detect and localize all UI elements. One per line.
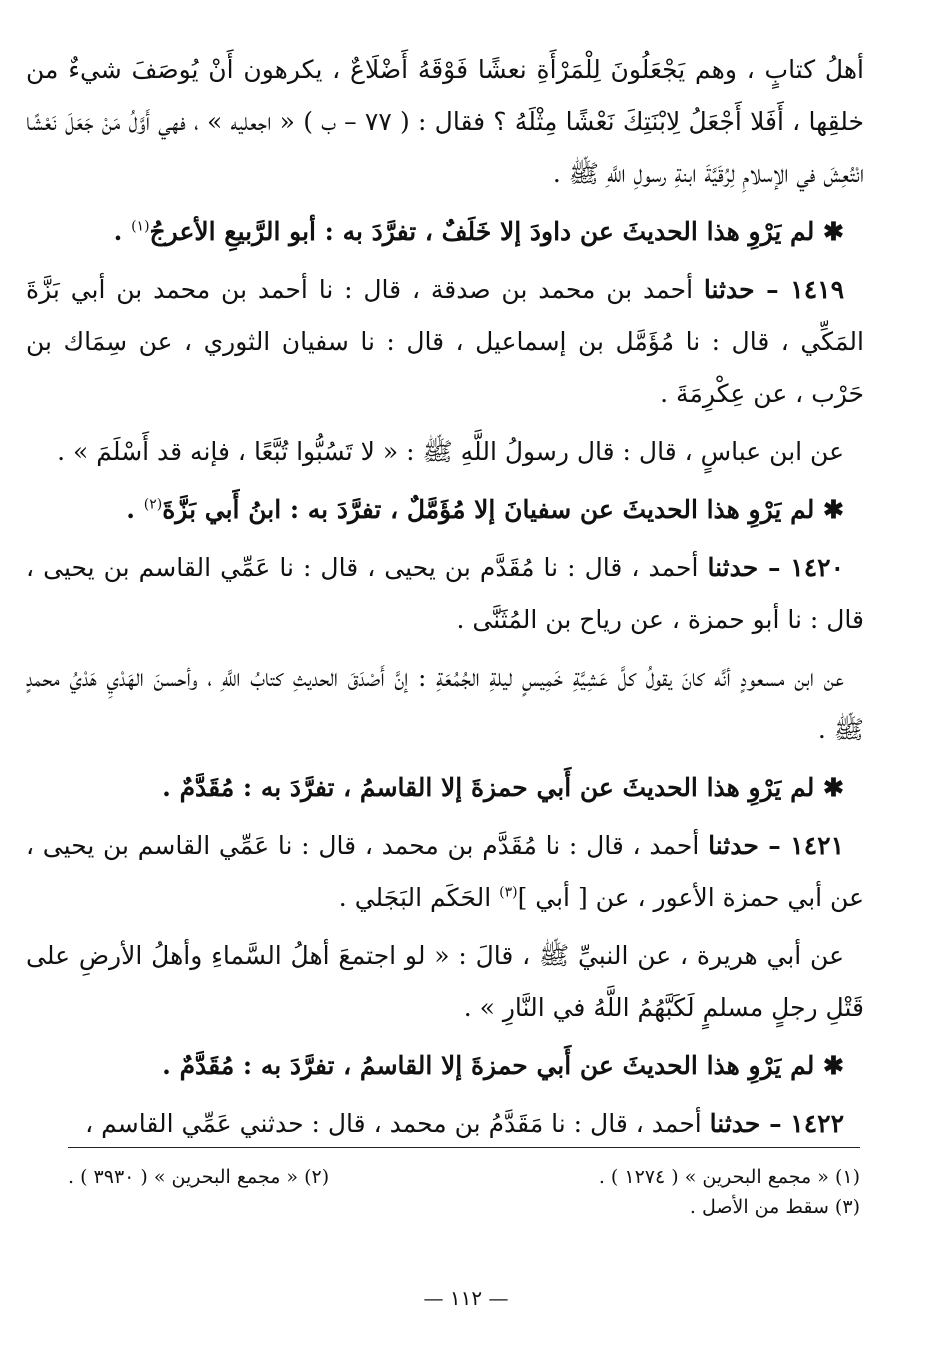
hadith-1420-isnad [26, 542, 864, 646]
hadith-1421-isnad-text-b: الحَكَم البَجَلي . [338, 883, 492, 912]
hadith-1421-isnad-text-a: أحمد ، قال : نا مُقَدَّم بن محمد ، قال : نا عَمِّي القاسم بن يحيى ، عن أبي حمزة الأعور ، عن [ أبي ] [26, 831, 864, 912]
hadith-1422-isnad-text: أحمد ، قال : نا مَقَدَّمُ بن محمد ، قال : حدثني عَمِّي القاسم ، [85, 1109, 702, 1138]
star-icon: ✱ [823, 1051, 844, 1080]
footnote-row-2 [68, 1192, 860, 1222]
note-1418-text: لم يَرْوِ هذا الحديثَ عن داودَ إلا خَلَفٌ ، تفرَّدَ به : أبو الرَّبيعِ الأعرجُ [149, 217, 815, 246]
paragraph-intro [26, 44, 864, 200]
hadith-1421-number: ١٤٢١ – حدثنا [708, 831, 845, 860]
hadith-1419-isnad [26, 264, 864, 420]
note-1419 [26, 484, 864, 536]
hadith-1420-matn-text: عن ابن مسعودٍ أنَّه كانَ يقولُ كلَّ عَشِيَّةِ خَمِيسٍ ليلةِ الجُمُعَةِ : إنَّ أَصْدَقَ الحديثِ كتابُ اللَّهِ ، وأحسنَ الهَدْيِ هَدْيُ محمدٍ ﷺ . [26, 663, 864, 744]
hadith-1422-number: ١٤٢٢ – حدثنا [709, 1109, 844, 1138]
footnotes [68, 1162, 860, 1222]
hadith-1419-isnad-text: أحمد بن محمد بن صدقة ، قال : نا أحمد بن محمد بن أبي بَزَّةَ المَكِّي ، قال : نا مُؤَمَّل بن إسماعيل ، قال : نا سفيان الثوري ، عن سِمَاك بن حَرْب ، عن عِكْرِمَةَ . [26, 275, 865, 408]
hadith-1421-matn-text: عن أبي هريرة ، عن النبيِّ ﷺ ، قالَ : « لو اجتمعَ أهلُ السَّماءِ وأهلُ الأرضِ على قَتْلِ رجلٍ مسلمٍ لَكَبَّهُمُ اللَّهُ في النَّارِ » . [26, 941, 864, 1022]
hadith-1420-matn [26, 652, 864, 756]
star-icon: ✱ [823, 217, 844, 246]
footnote-divider [68, 1147, 860, 1148]
note-1419-text: لم يَرْوِ هذا الحديثَ عن سفيانَ إلا مُؤَمَّلٌ ، تفرَّدَ به : ابنُ أَبي بَزَّةَ [162, 495, 815, 524]
hadith-1419-number: ١٤١٩ – حدثنا [703, 275, 845, 304]
hadith-1421-isnad [26, 820, 864, 924]
main-text [26, 44, 864, 1156]
hadith-1422-isnad [26, 1098, 864, 1150]
footnote-row-1 [68, 1162, 860, 1192]
note-1418 [26, 206, 864, 258]
note-1418-dot: . [113, 217, 123, 246]
footnote-1: (١) « مجمع البحرين » ( ١٢٧٤ ) . [598, 1166, 860, 1188]
hadith-1420-number: ١٤٢٠ – حدثنا [707, 553, 845, 582]
note-1419-dot: . [126, 495, 136, 524]
hadith-1419-matn-text: عن ابن عباسٍ ، قال : قال رسولُ اللَّهِ ﷺ : « لا تَسُبُّوا تُبَّعًا ، فإنه قد أَسْلَمَ » . [57, 437, 844, 466]
note-1420 [26, 762, 864, 814]
hadith-1420-isnad-text: أحمد ، قال : نا مُقَدَّم بن يحيى ، قال : نا عَمِّي القاسم بن يحيى ، قال : نا أبو حمزة ، عن رياح بن المُثَنَّى . [26, 553, 864, 634]
note-1421 [26, 1040, 864, 1092]
note-1420-text: لم يَرْوِ هذا الحديثَ عن أَبي حمزةَ إلا القاسمُ ، تفرَّدَ به : مُقَدَّمٌ . [162, 773, 815, 802]
page-number: — ١١٢ — [423, 1286, 509, 1310]
footnote-2: (٢) « مجمع البحرين » ( ٣٩٣٠ ) . [68, 1166, 330, 1188]
hadith-1421-matn [26, 930, 864, 1034]
footnote-ref-1: (١) [131, 218, 150, 235]
footnote-ref-2: (٢) [143, 496, 163, 513]
star-icon: ✱ [823, 773, 844, 802]
footnote-ref-3: (٣) [499, 884, 518, 901]
hadith-1419-matn [26, 426, 864, 478]
star-icon: ✱ [823, 495, 844, 524]
paragraph-intro-text: أهلُ كتابٍ ، وهم يَجْعَلُونَ لِلْمَرْأَةِ نعشًا فَوْقَهُ أَضْلَاعٌ ، يكرهون أَنْ يُوصَفَ شيءٌ من خلقِها ، أَفَلا أَجْعَلُ لِابْنَتِكَ نَعْشًا مِثْلَهُ ؟ فقال : ( ٧٧ – ب ) « اجعليه » ، فهي أَوَّلُ مَنْ جَعَلَ نَعْشًا انْتُعِشَ في الإسلامِ لِرُقَيَّةَ ابنةِ رسولِ اللَّهِ ﷺ . [26, 55, 864, 188]
note-1421-text: لم يَرْوِ هذا الحديثَ عن أَبي حمزةَ إلا القاسمُ ، تفرَّدَ به : مُقَدَّمٌ . [162, 1051, 815, 1080]
footnote-3: (٣) سقط من الأصل . [689, 1196, 860, 1218]
